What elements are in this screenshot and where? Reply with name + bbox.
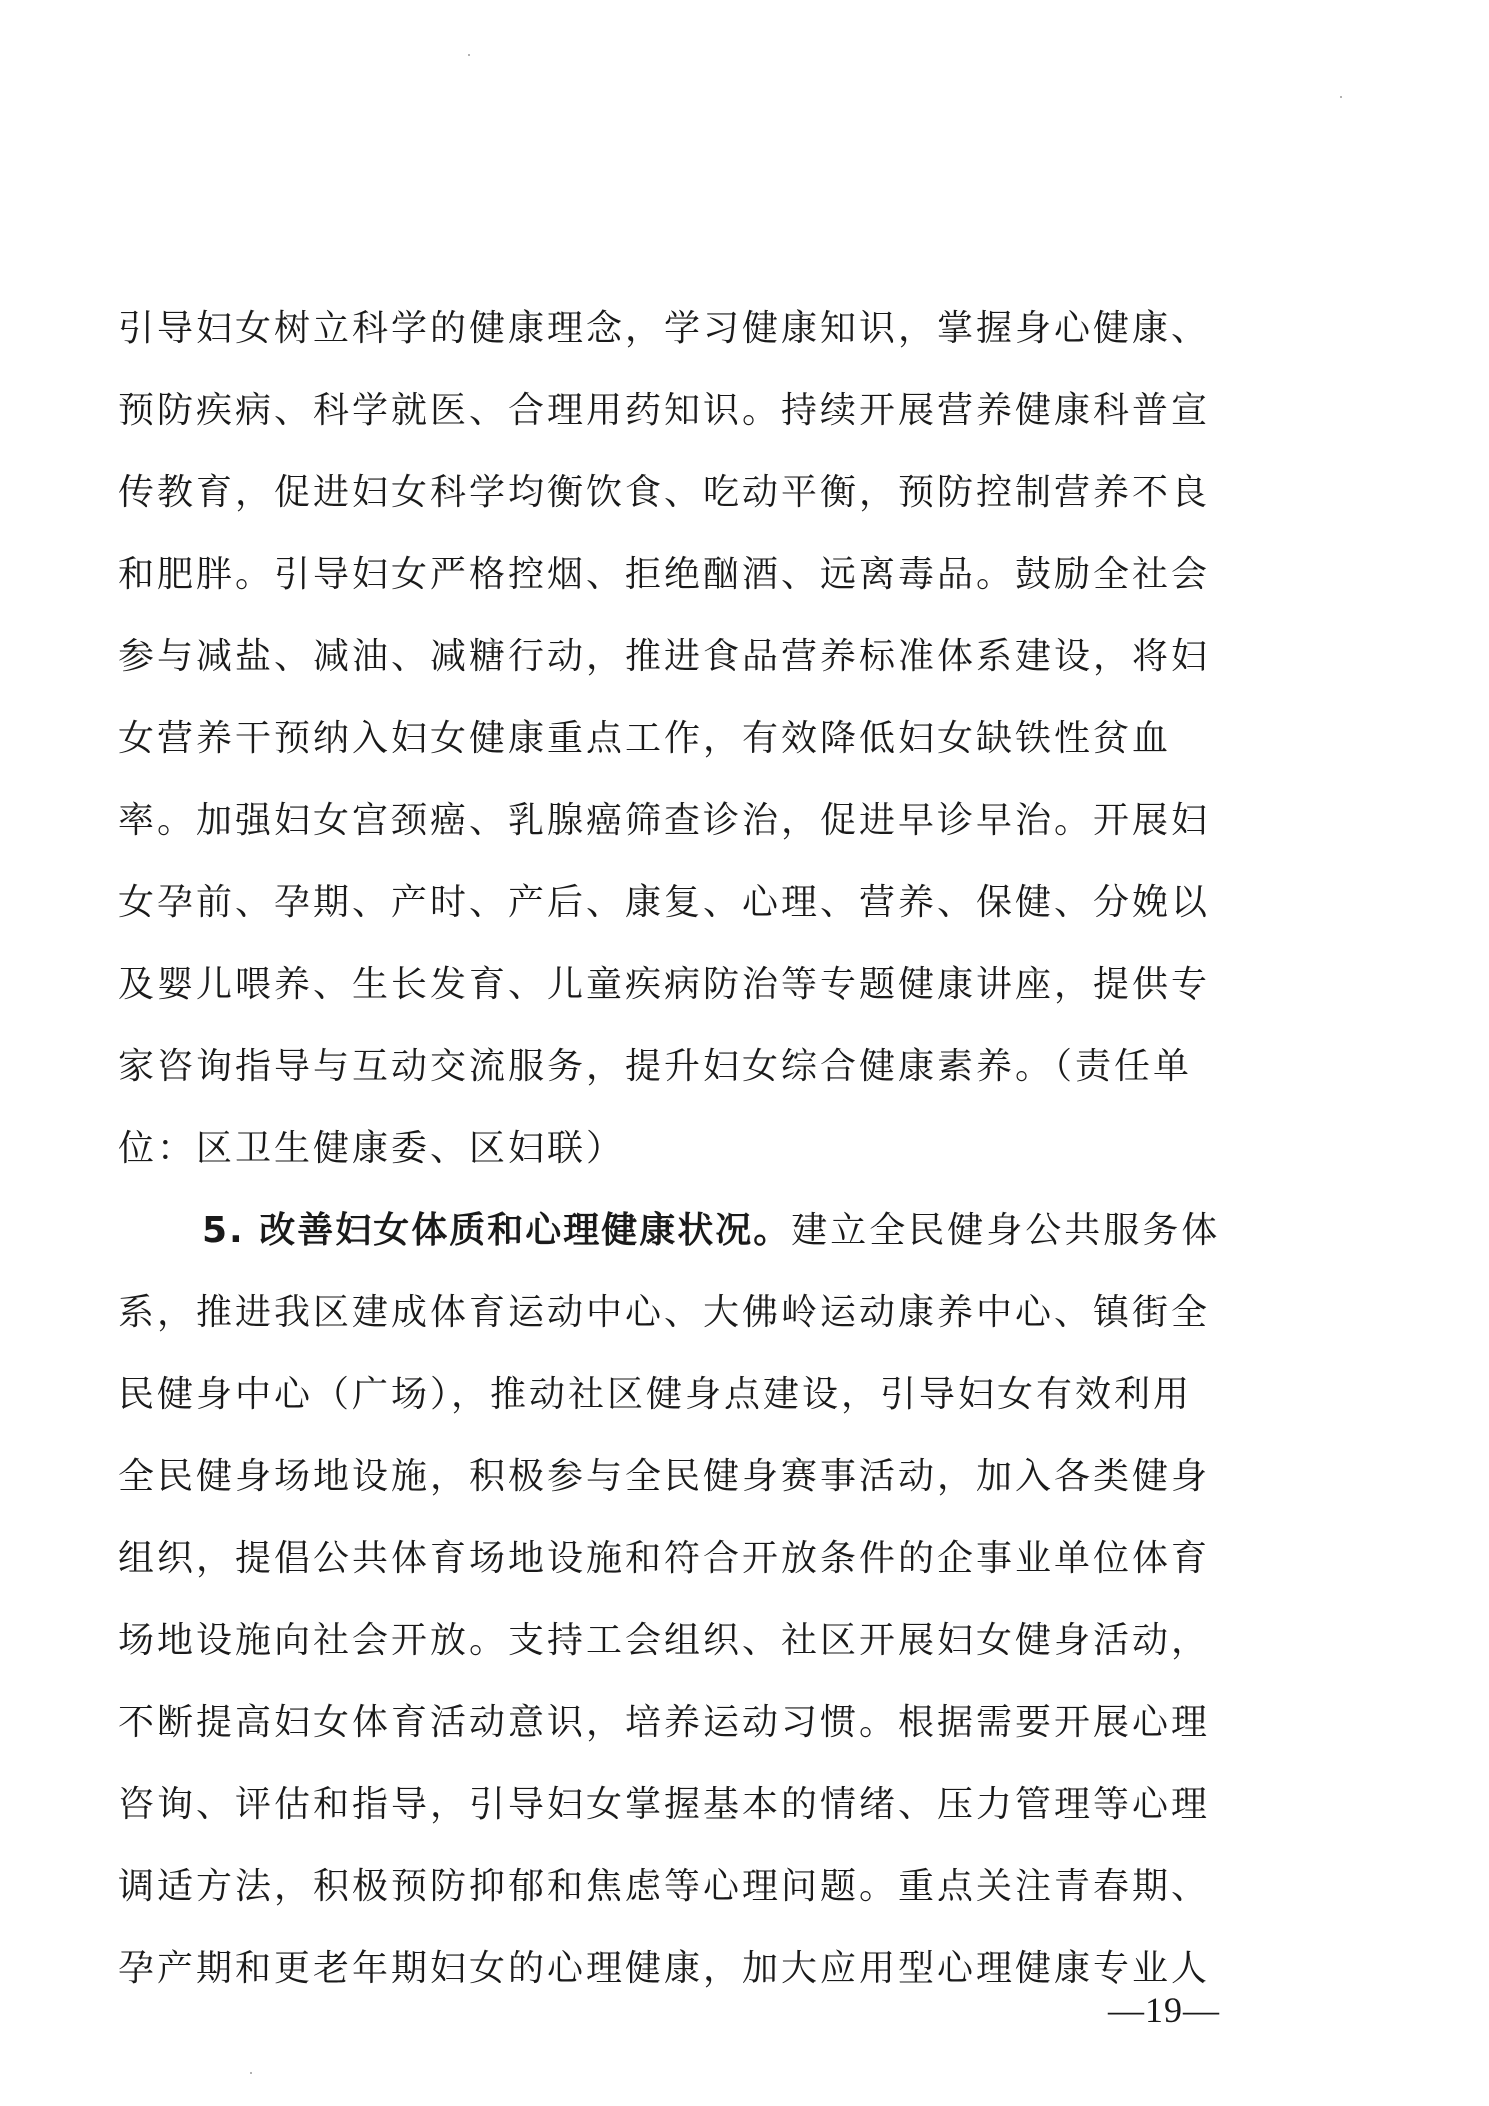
- paragraph-line: 女孕前、孕期、产时、产后、康复、心理、营养、保健、分娩以: [118, 882, 1211, 923]
- paragraph-line: 家咨询指导与互动交流服务，提升妇女综合健康素养。（责任单: [118, 1046, 1193, 1087]
- scan-speck: [468, 54, 470, 56]
- paragraph-line: 组织，提倡公共体育场地设施和符合开放条件的企事业单位体育: [118, 1538, 1211, 1579]
- paragraph-line: 及婴儿喂养、生长发育、儿童疾病防治等专题健康讲座，提供专: [118, 964, 1211, 1005]
- paragraph-line: 调适方法，积极预防抑郁和焦虑等心理问题。重点关注青春期、: [118, 1866, 1211, 1907]
- section-heading-line: [118, 1190, 1228, 1272]
- paragraph-line: 场地设施向社会开放。支持工会组织、社区开展妇女健身活动，: [118, 1620, 1211, 1661]
- scan-speck: [250, 2072, 252, 2074]
- paragraph-line: 率。加强妇女宫颈癌、乳腺癌筛查诊治，促进早诊早治。开展妇: [118, 800, 1211, 841]
- section-heading: 5. 改善妇女体质和心理健康状况。: [202, 1210, 792, 1251]
- paragraph-line: 女营养干预纳入妇女健康重点工作，有效降低妇女缺铁性贫血: [118, 718, 1172, 759]
- scan-speck: [1340, 96, 1342, 98]
- section-heading-rest: 建立全民健身公共服务体: [791, 1210, 1221, 1251]
- paragraph-line: 咨询、评估和指导，引导妇女掌握基本的情绪、压力管理等心理: [118, 1784, 1211, 1825]
- paragraph-line: 不断提高妇女体育活动意识，培养运动习惯。根据需要开展心理: [118, 1702, 1211, 1743]
- paragraph-line: 位：区卫生健康委、区妇联）: [118, 1128, 626, 1169]
- body-text: [118, 288, 1228, 2010]
- paragraph-line: 参与减盐、减油、减糖行动，推进食品营养标准体系建设，将妇: [118, 636, 1211, 677]
- paragraph-line: 民健身中心（广场），推动社区健身点建设，引导妇女有效利用: [118, 1374, 1193, 1415]
- paragraph-line: 引导妇女树立科学的健康理念，学习健康知识，掌握身心健康、: [118, 308, 1211, 349]
- paragraph-line: 和肥胖。引导妇女严格控烟、拒绝酗酒、远离毒品。鼓励全社会: [118, 554, 1211, 595]
- paragraph-line: 传教育，促进妇女科学均衡饮食、吃动平衡，预防控制营养不良: [118, 472, 1211, 513]
- paragraph-line: 系，推进我区建成体育运动中心、大佛岭运动康养中心、镇街全: [118, 1292, 1211, 1333]
- page-number: —19—: [1108, 1990, 1220, 2030]
- paragraph-line: 全民健身场地设施，积极参与全民健身赛事活动，加入各类健身: [118, 1456, 1211, 1497]
- paragraph-line: 预防疾病、科学就医、合理用药知识。持续开展营养健康科普宣: [118, 390, 1211, 431]
- paragraph-line: 孕产期和更老年期妇女的心理健康，加大应用型心理健康专业人: [118, 1948, 1211, 1989]
